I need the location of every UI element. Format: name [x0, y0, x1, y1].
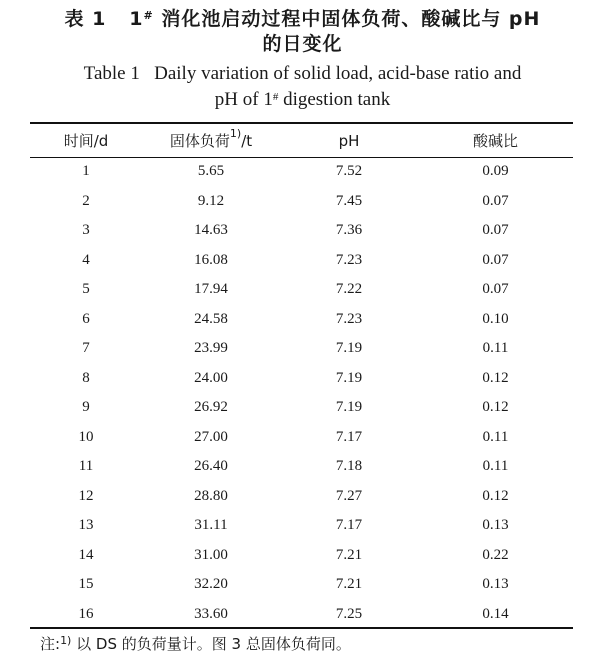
cell-acid-base: 0.11 [482, 458, 509, 475]
title-cn-line1 [0, 8, 605, 30]
cell-acid-base: 0.22 [482, 546, 509, 563]
cell-acid-base: 0.12 [482, 369, 509, 386]
cell-ph: 7.21 [335, 546, 363, 563]
table-row [30, 364, 573, 394]
table-label-cn: 表 1 [64, 8, 107, 30]
cell-time: 6 [82, 310, 90, 327]
cell-ph: 7.23 [335, 310, 363, 327]
cell-solid-load: 31.00 [194, 546, 228, 563]
cell-solid-load: 23.99 [194, 340, 228, 357]
cell-acid-base: 0.09 [482, 163, 509, 180]
cell-time: 7 [82, 340, 90, 357]
cell-solid-load: 27.00 [194, 428, 228, 445]
header-acid-base: 酸碱比 [472, 132, 518, 150]
cell-time: 11 [78, 458, 94, 475]
cell-time: 5 [82, 281, 90, 298]
cell-ph: 7.21 [335, 576, 363, 593]
cell-solid-load: 16.08 [194, 251, 228, 268]
cell-acid-base: 0.12 [482, 487, 509, 504]
cell-ph: 7.23 [335, 251, 363, 268]
title-en-line2: pH of 1# digestion tank [214, 89, 391, 110]
cell-time: 8 [82, 369, 90, 386]
table-row [30, 305, 573, 335]
cell-time: 14 [78, 546, 94, 563]
cell-solid-load: 32.20 [194, 576, 228, 593]
table-row [30, 246, 573, 276]
header-rule [30, 157, 573, 158]
cell-solid-load: 5.65 [197, 163, 225, 180]
cell-acid-base: 0.14 [482, 605, 509, 622]
table-row [30, 423, 573, 453]
cell-ph: 7.17 [335, 517, 363, 534]
cell-solid-load: 17.94 [194, 281, 228, 298]
cell-ph: 7.52 [335, 163, 363, 180]
header-row [30, 124, 573, 157]
cell-acid-base: 0.07 [482, 222, 509, 239]
header-ph: pH [338, 131, 360, 150]
data-table [30, 124, 573, 629]
cell-ph: 7.19 [335, 399, 363, 416]
cell-acid-base: 0.11 [482, 428, 509, 445]
cell-acid-base: 0.11 [482, 340, 509, 357]
cell-time: 13 [78, 517, 94, 534]
table-row [30, 187, 573, 217]
cell-acid-base: 0.10 [482, 310, 509, 327]
cell-solid-load: 14.63 [194, 222, 228, 239]
footnote: 注:$^{1)}$ 以 DS 的负荷量计。图 3 总固体负荷同。 [40, 634, 351, 653]
title-cn-text: 1# 消化池启动过程中固体负荷、酸碱比与 pH [129, 8, 541, 30]
cell-acid-base: 0.13 [482, 517, 509, 534]
cell-acid-base: 0.13 [482, 576, 509, 593]
cell-ph: 7.19 [335, 369, 363, 386]
cell-acid-base: 0.07 [482, 192, 509, 209]
cell-ph: 7.36 [335, 222, 363, 239]
table-row [30, 570, 573, 600]
header-solid-load: 固体负荷$^{1)}$/t [169, 127, 253, 150]
cell-solid-load: 24.00 [194, 369, 228, 386]
cell-time: 3 [82, 222, 90, 239]
cell-solid-load: 28.80 [194, 487, 228, 504]
cell-time: 16 [78, 605, 94, 622]
cell-solid-load: 9.12 [197, 192, 225, 209]
cell-solid-load: 33.60 [194, 605, 228, 622]
cell-acid-base: 0.12 [482, 399, 509, 416]
table-row [30, 334, 573, 364]
cell-ph: 7.25 [335, 605, 363, 622]
cell-solid-load: 26.92 [194, 399, 228, 416]
cell-ph: 7.22 [335, 281, 363, 298]
cell-time: 2 [82, 192, 90, 209]
table-row [30, 541, 573, 571]
cell-time: 12 [78, 487, 94, 504]
table-row [30, 482, 573, 512]
table-label-en: Table 1 [83, 63, 140, 84]
cell-solid-load: 24.58 [194, 310, 228, 327]
table-row [30, 216, 573, 246]
cell-time: 1 [82, 163, 90, 180]
cell-ph: 7.45 [335, 192, 363, 209]
table-row [30, 600, 573, 630]
cell-time: 10 [78, 428, 94, 445]
cell-ph: 7.19 [335, 340, 363, 357]
cell-ph: 7.18 [335, 458, 363, 475]
cell-ph: 7.17 [335, 428, 363, 445]
cell-acid-base: 0.07 [482, 251, 509, 268]
cell-solid-load: 31.11 [194, 517, 228, 534]
bottom-rule [30, 627, 573, 629]
header-time: 时间/d [63, 132, 109, 150]
table-row [30, 452, 573, 482]
cell-time: 4 [82, 251, 90, 268]
table-row [30, 511, 573, 541]
title-en-text: Daily variation of solid load, acid-base ratio and [154, 63, 522, 84]
table-row [30, 275, 573, 305]
title-en-line1 [0, 63, 605, 85]
cell-ph: 7.27 [335, 487, 363, 504]
cell-time: 9 [82, 399, 90, 416]
table-row [30, 157, 573, 187]
cell-time: 15 [78, 576, 94, 593]
cell-acid-base: 0.07 [482, 281, 509, 298]
cell-solid-load: 26.40 [194, 458, 228, 475]
table-row [30, 393, 573, 423]
title-cn-line2: 的日变化 [262, 33, 343, 55]
